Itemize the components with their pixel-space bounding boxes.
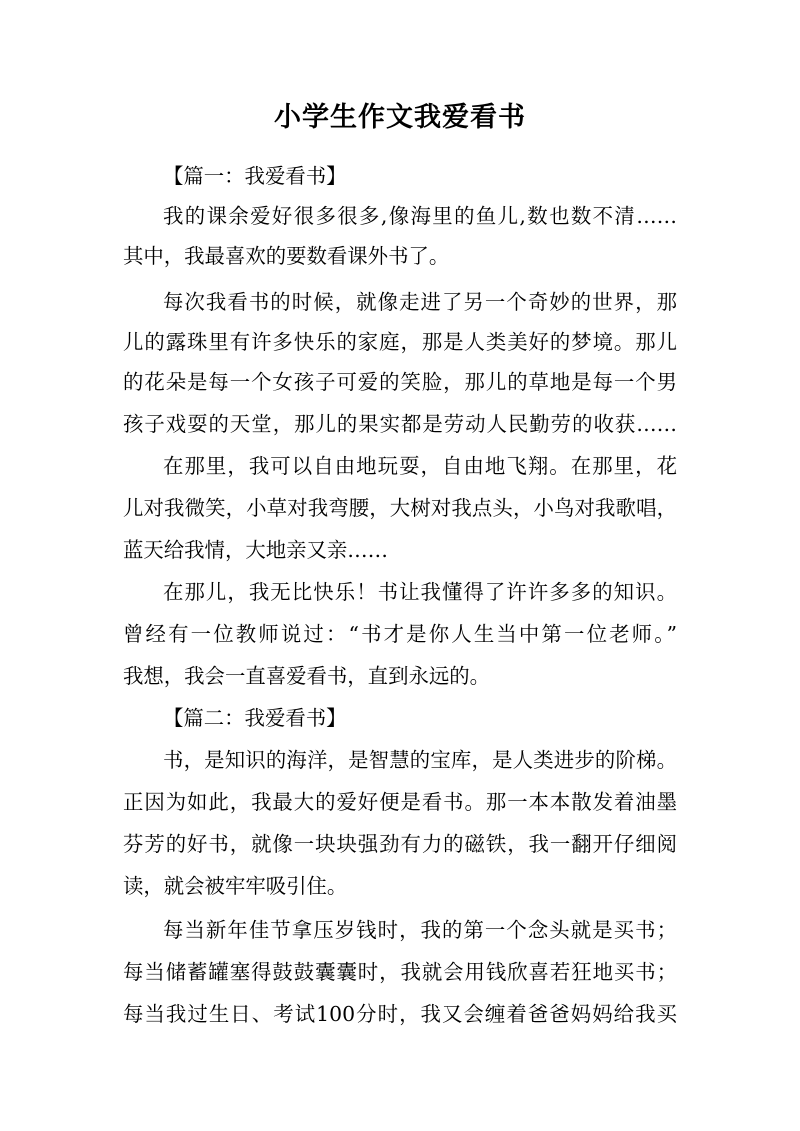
paragraph-line bbox=[0, 532, 800, 568]
paragraph-line bbox=[0, 826, 800, 862]
text-line: 在那里，我可以自由地玩耍，自由地飞翔。在那里，花 bbox=[163, 454, 677, 478]
paragraph-line bbox=[0, 616, 800, 652]
paragraph-line bbox=[0, 658, 800, 694]
section-heading-2 bbox=[0, 700, 800, 736]
paragraph-line bbox=[0, 448, 800, 484]
paragraph-line bbox=[0, 238, 800, 274]
paragraph-line bbox=[0, 284, 800, 320]
text-line: 在那儿，我无比快乐！书让我懂得了许许多多的知识。 bbox=[163, 580, 677, 604]
document-title: 小学生作文我爱看书 bbox=[274, 102, 526, 133]
paragraph-line bbox=[0, 996, 800, 1032]
text-line: 读，就会被牢牢吸引住。 bbox=[123, 874, 348, 898]
paragraph-line bbox=[0, 574, 800, 610]
paragraph-line bbox=[0, 912, 800, 948]
text-line: 其中，我最喜欢的要数看课外书了。 bbox=[123, 244, 450, 268]
text-line: 【篇二：我爱看书】 bbox=[163, 706, 347, 730]
section-heading-1 bbox=[0, 158, 800, 194]
text-line: 儿对我微笑，小草对我弯腰，大树对我点头，小鸟对我歌唱， bbox=[123, 496, 677, 520]
text-line: 孩子戏耍的天堂，那儿的果实都是劳动人民勤劳的收获…… bbox=[123, 412, 677, 436]
paragraph-line bbox=[0, 868, 800, 904]
text-line: 曾经有一位教师说过：“书才是你人生当中第一位老师。” bbox=[123, 622, 677, 646]
text-line: 蓝天给我情，大地亲又亲…… bbox=[123, 538, 389, 562]
paragraph-line bbox=[0, 198, 800, 234]
paragraph-line bbox=[0, 406, 800, 442]
text-line: 芬芳的好书，就像一块块强劲有力的磁铁，我一翻开仔细阅 bbox=[123, 832, 677, 856]
text-line: 每当储蓄罐塞得鼓鼓囊囊时，我就会用钱欣喜若狂地买书； bbox=[123, 960, 677, 984]
text-line: 每次我看书的时候，就像走进了另一个奇妙的世界，那 bbox=[163, 290, 677, 314]
text-line: 我想，我会一直喜爱看书，直到永远的。 bbox=[123, 664, 491, 688]
text-line: 我的课余爱好很多很多,像海里的鱼儿,数也数不清…… bbox=[163, 204, 677, 228]
text-line: 书，是知识的海洋，是智慧的宝库，是人类进步的阶梯。 bbox=[163, 748, 677, 772]
paragraph-line bbox=[0, 784, 800, 820]
paragraph-line bbox=[0, 490, 800, 526]
paragraph-line bbox=[0, 324, 800, 360]
paragraph-line bbox=[0, 954, 800, 990]
text-line: 【篇一：我爱看书】 bbox=[163, 164, 347, 188]
paragraph-line bbox=[0, 364, 800, 400]
paragraph-line bbox=[0, 742, 800, 778]
text-line: 正因为如此，我最大的爱好便是看书。那一本本散发着油墨 bbox=[123, 790, 677, 814]
text-line: 每当我过生日、考试100分时，我又会缠着爸爸妈妈给我买 bbox=[123, 1002, 677, 1026]
text-line: 儿的露珠里有许多快乐的家庭，那是人类美好的梦境。那儿 bbox=[123, 330, 677, 354]
text-line: 每当新年佳节拿压岁钱时，我的第一个念头就是买书； bbox=[163, 918, 677, 942]
text-line: 的花朵是每一个女孩子可爱的笑脸，那儿的草地是每一个男 bbox=[123, 370, 677, 394]
